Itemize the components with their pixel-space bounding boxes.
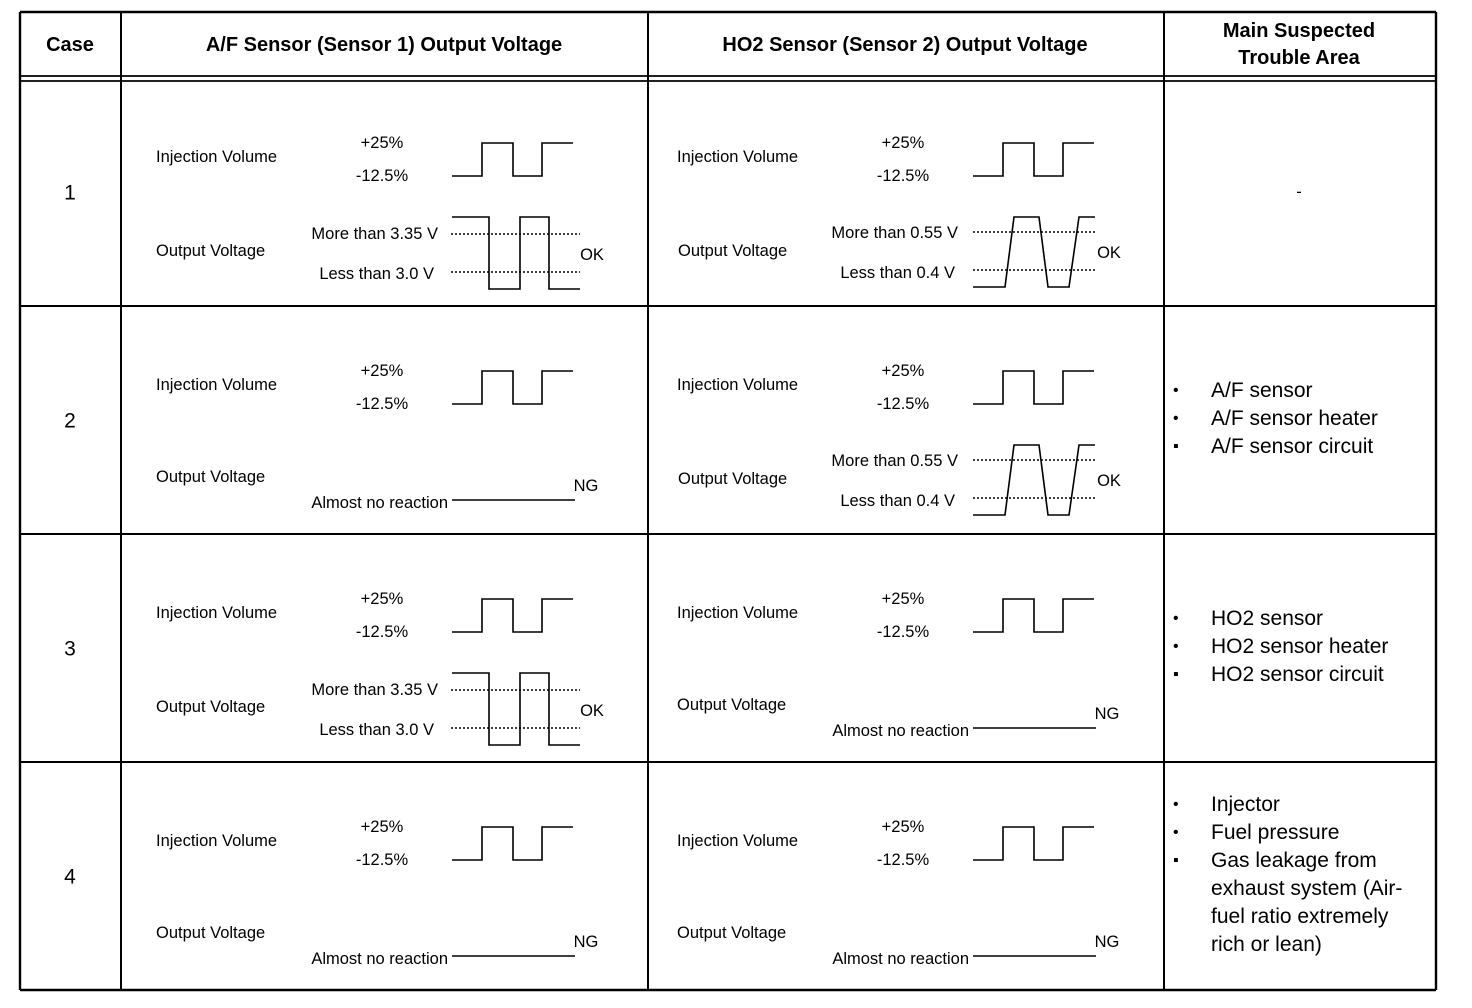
case-number: 1 (64, 181, 76, 205)
output-voltage-label: Output Voltage (677, 923, 787, 942)
trouble-area-item (1173, 605, 1421, 633)
result-ng: NG (1094, 932, 1120, 951)
result-ok: OK (580, 245, 604, 264)
minus-12-5-label: -12.5% (355, 622, 409, 641)
trouble-area-item (1173, 377, 1421, 405)
header-trouble-line1: Main Suspected (1222, 20, 1376, 42)
bullet-icon: ▪ (1173, 852, 1179, 869)
injection-volume-label: Injection Volume (677, 603, 799, 622)
result-ng: NG (573, 476, 599, 495)
more-than-0-55v-label: More than 0.55 V (831, 451, 958, 470)
bullet-icon: • (1173, 610, 1179, 627)
minus-12-5-label: -12.5% (876, 622, 930, 641)
trouble-area-item (1173, 405, 1421, 433)
output-voltage-label: Output Voltage (156, 467, 266, 486)
injection-square-wave (973, 599, 1094, 632)
trouble-area-list (1173, 377, 1421, 461)
output-voltage-label: Output Voltage (677, 695, 787, 714)
minus-12-5-label: -12.5% (355, 850, 409, 869)
injection-square-wave (973, 827, 1094, 860)
injection-square-wave (452, 599, 573, 632)
minus-12-5-label: -12.5% (876, 166, 930, 185)
ho2-output-wave (973, 217, 1095, 287)
bullet-icon: • (1173, 824, 1179, 841)
header-trouble-line2: Trouble Area (1238, 47, 1360, 69)
bullet-icon: ▪ (1173, 666, 1179, 683)
plus-25-label: +25% (881, 361, 925, 380)
result-ng: NG (1094, 704, 1120, 723)
plus-25-label: +25% (360, 817, 404, 836)
injection-volume-label: Injection Volume (156, 147, 278, 166)
injection-volume-label: Injection Volume (156, 831, 278, 850)
minus-12-5-label: -12.5% (876, 394, 930, 413)
trouble-area-text: Injector (1211, 793, 1280, 816)
plus-25-label: +25% (360, 133, 404, 152)
trouble-area-text: HO2 sensor circuit (1211, 663, 1384, 686)
almost-no-reaction-label: Almost no reaction (832, 949, 969, 968)
header-case: Case (46, 34, 94, 56)
ho2-output-wave (973, 445, 1095, 515)
minus-12-5-label: -12.5% (355, 394, 409, 413)
case-number: 3 (64, 637, 76, 661)
bullet-icon: • (1173, 382, 1179, 399)
trouble-area-text: Fuel pressure (1211, 821, 1340, 844)
trouble-none: - (1296, 182, 1302, 201)
almost-no-reaction-label: Almost no reaction (311, 493, 448, 512)
bullet-icon: • (1173, 638, 1179, 655)
header-ho2-sensor: HO2 Sensor (Sensor 2) Output Voltage (722, 34, 1088, 56)
trouble-area-text: A/F sensor (1211, 379, 1313, 402)
trouble-area-list (1173, 605, 1421, 689)
bullet-icon: • (1173, 410, 1179, 427)
injection-square-wave (452, 143, 573, 176)
result-ok: OK (580, 701, 604, 720)
case-number: 4 (64, 865, 76, 889)
output-voltage-label: Output Voltage (156, 697, 266, 716)
output-voltage-label: Output Voltage (156, 241, 266, 260)
trouble-area-text: Gas leakage from exhaust system (Air-fuel ratio extremely rich or lean) (1211, 849, 1403, 956)
trouble-area-list (1173, 791, 1421, 959)
almost-no-reaction-label: Almost no reaction (832, 721, 969, 740)
injection-volume-label: Injection Volume (677, 831, 799, 850)
minus-12-5-label: -12.5% (355, 166, 409, 185)
plus-25-label: +25% (881, 133, 925, 152)
trouble-area-item (1173, 819, 1421, 847)
result-ok: OK (1097, 471, 1121, 490)
result-ok: OK (1097, 243, 1121, 262)
trouble-area-text: HO2 sensor (1211, 607, 1324, 630)
af-output-square-wave (452, 217, 580, 289)
output-voltage-label: Output Voltage (678, 469, 788, 488)
injection-volume-label: Injection Volume (677, 375, 799, 394)
trouble-area-item (1173, 791, 1421, 819)
plus-25-label: +25% (360, 361, 404, 380)
injection-volume-label: Injection Volume (156, 375, 278, 394)
injection-volume-label: Injection Volume (156, 603, 278, 622)
output-voltage-label: Output Voltage (156, 923, 266, 942)
less-than-3-0v-label: Less than 3.0 V (319, 264, 434, 283)
less-than-0-4v-label: Less than 0.4 V (840, 491, 955, 510)
output-voltage-label: Output Voltage (678, 241, 788, 260)
injection-volume-label: Injection Volume (677, 147, 799, 166)
less-than-0-4v-label: Less than 0.4 V (840, 263, 955, 282)
plus-25-label: +25% (360, 589, 404, 608)
more-than-3-35v-label: More than 3.35 V (311, 224, 438, 243)
trouble-area-item (1173, 847, 1421, 959)
minus-12-5-label: -12.5% (876, 850, 930, 869)
injection-square-wave (452, 371, 573, 404)
more-than-3-35v-label: More than 3.35 V (311, 680, 438, 699)
almost-no-reaction-label: Almost no reaction (311, 949, 448, 968)
injection-square-wave (452, 827, 573, 860)
af-output-square-wave (452, 673, 580, 745)
plus-25-label: +25% (881, 817, 925, 836)
plus-25-label: +25% (881, 589, 925, 608)
more-than-0-55v-label: More than 0.55 V (831, 223, 958, 242)
trouble-area-text: A/F sensor heater (1211, 407, 1378, 430)
trouble-area-text: HO2 sensor heater (1211, 635, 1389, 658)
trouble-area-item (1173, 633, 1421, 661)
bullet-icon: • (1173, 796, 1179, 813)
result-ng: NG (573, 932, 599, 951)
header-af-sensor: A/F Sensor (Sensor 1) Output Voltage (205, 34, 563, 56)
injection-square-wave (973, 371, 1094, 404)
less-than-3-0v-label: Less than 3.0 V (319, 720, 434, 739)
trouble-area-item (1173, 661, 1421, 689)
case-number: 2 (64, 409, 76, 433)
bullet-icon: ▪ (1173, 438, 1179, 455)
injection-square-wave (973, 143, 1094, 176)
trouble-area-item (1173, 433, 1421, 461)
trouble-area-text: A/F sensor circuit (1211, 435, 1374, 458)
